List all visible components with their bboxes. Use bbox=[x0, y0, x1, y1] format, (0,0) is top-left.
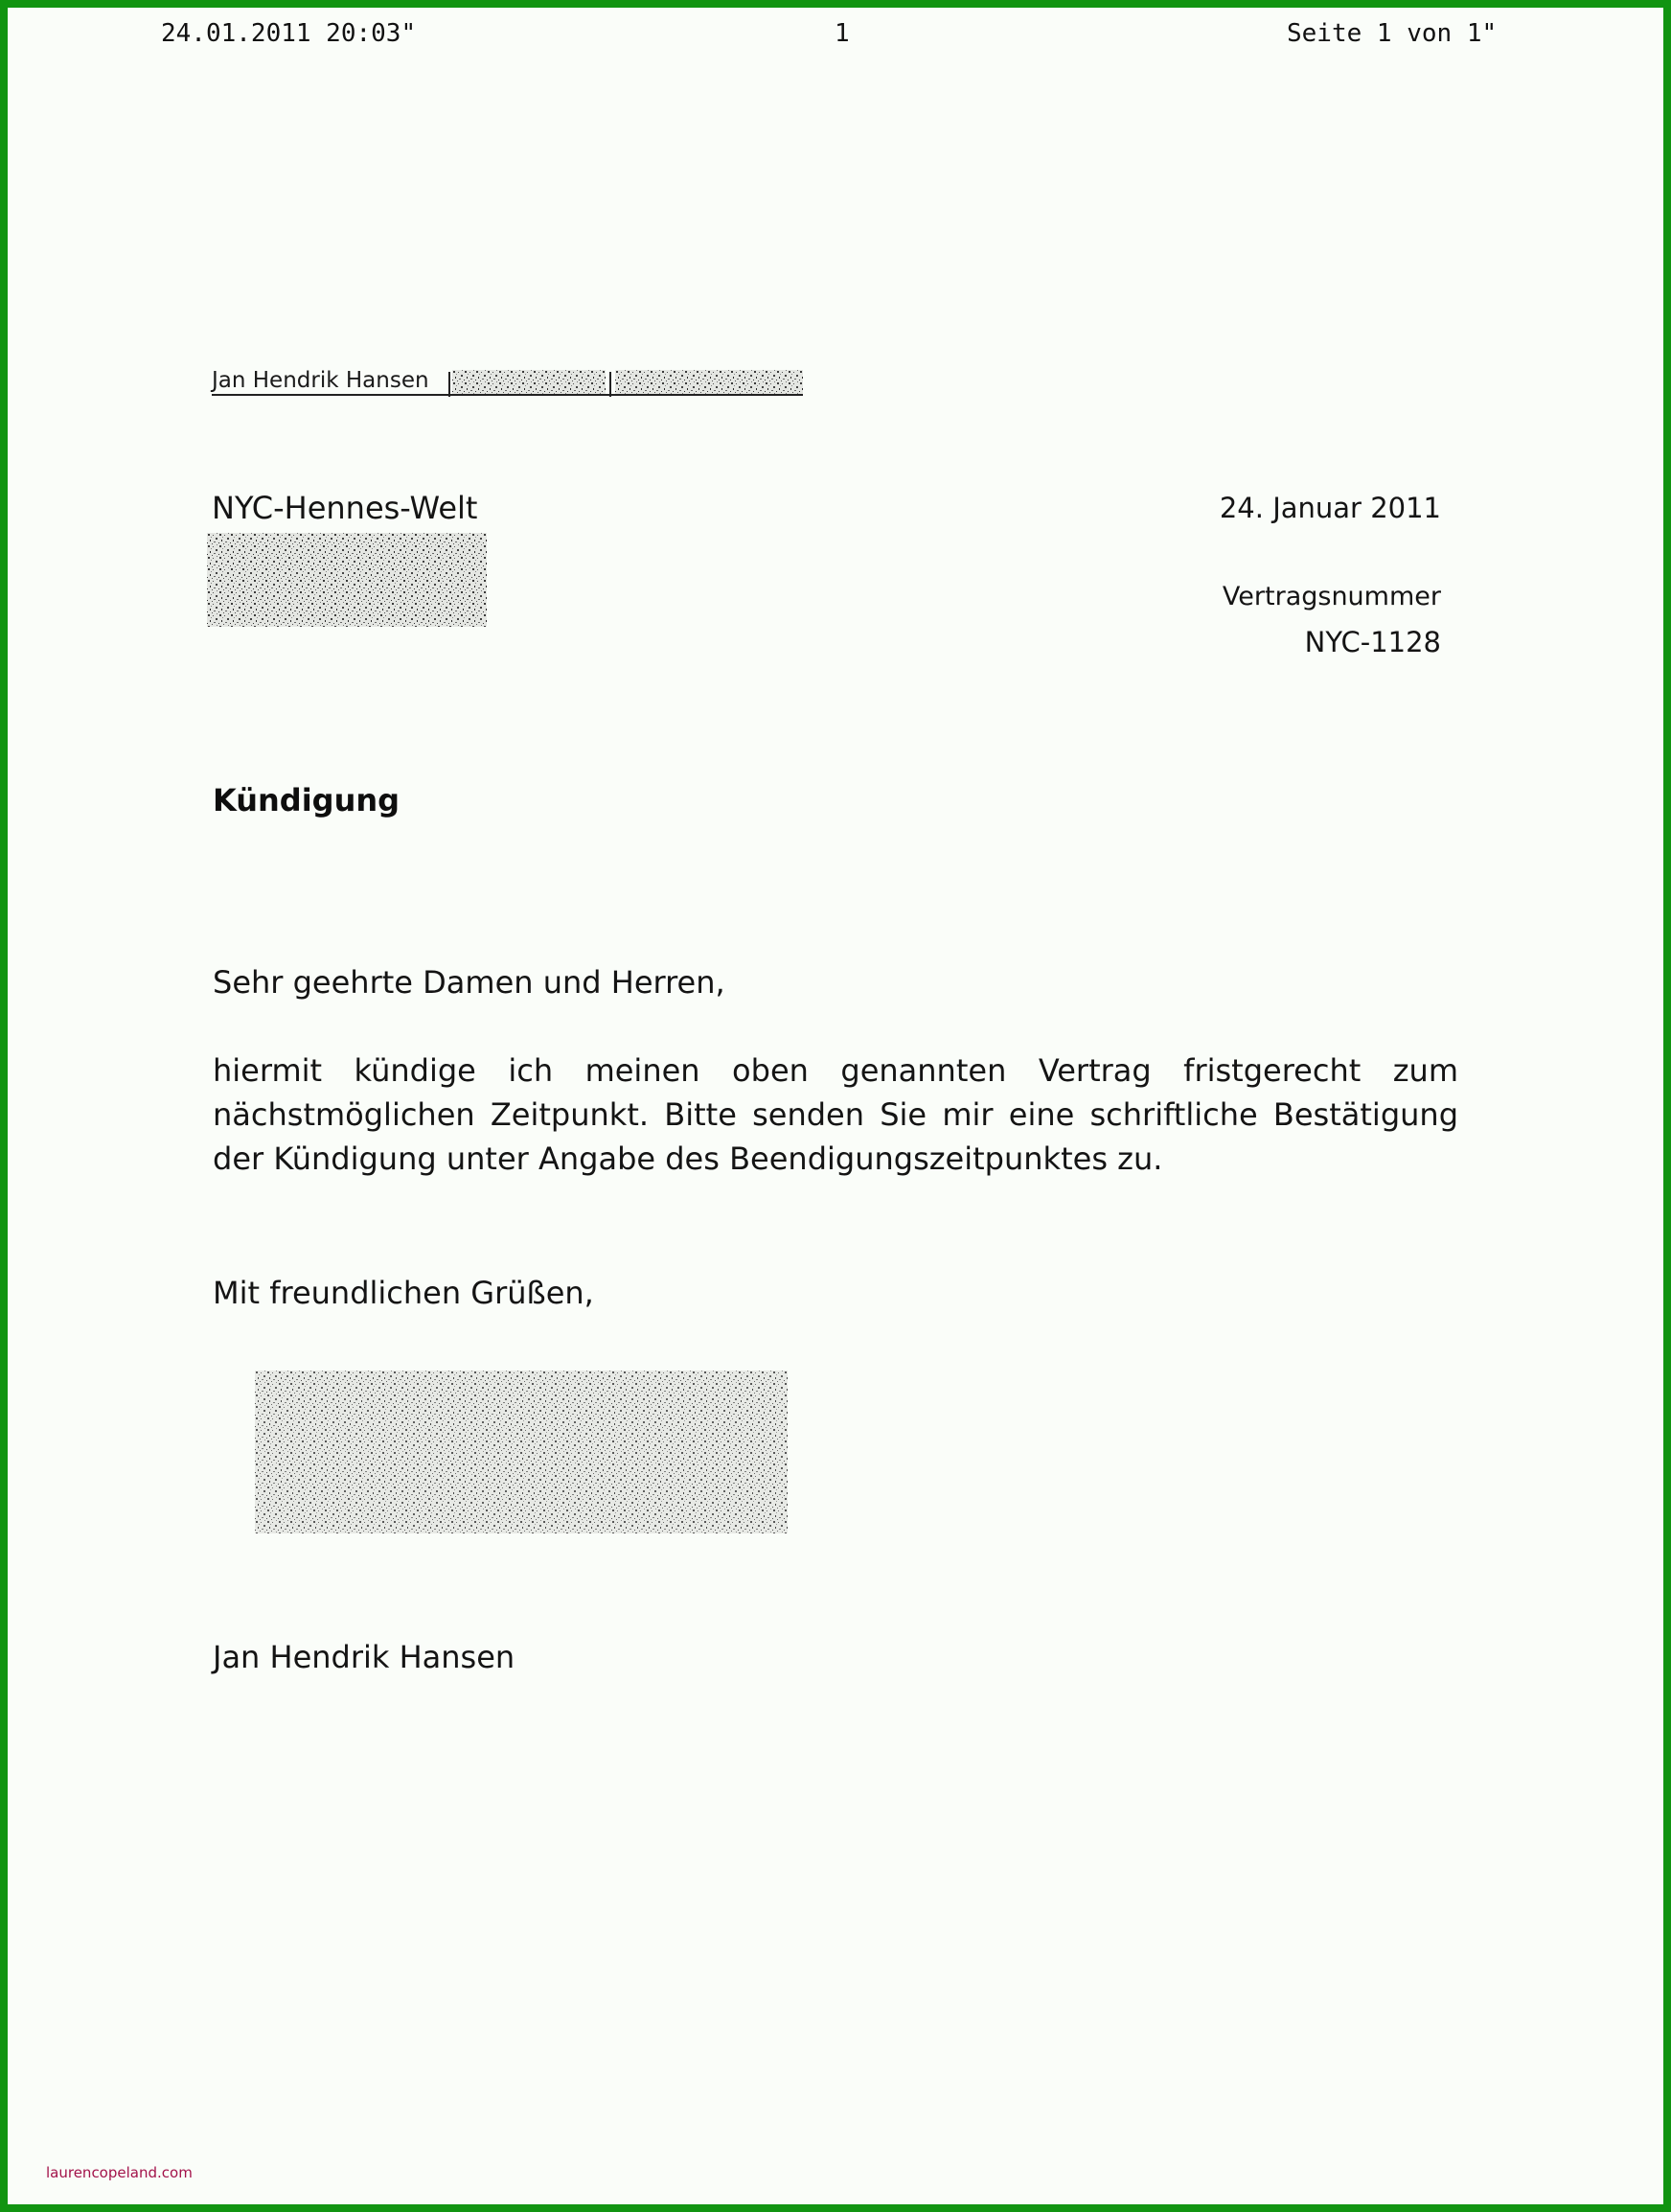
sender-underline bbox=[212, 394, 803, 396]
redacted-recipient-address bbox=[207, 533, 487, 627]
letter-date: 24. Januar 2011 bbox=[1219, 492, 1441, 524]
recipient-name: NYC-Hennes-Welt bbox=[212, 490, 478, 526]
sender-name: Jan Hendrik Hansen bbox=[212, 368, 429, 393]
print-page-of: Seite 1 von 1" bbox=[1287, 19, 1498, 48]
redacted-sender-city bbox=[615, 370, 803, 395]
redacted-signature bbox=[255, 1371, 788, 1533]
contract-number: NYC-1128 bbox=[1304, 626, 1441, 658]
watermark: laurencopeland.com bbox=[46, 2164, 193, 2181]
signature-name: Jan Hendrik Hansen bbox=[213, 1639, 515, 1675]
contract-number-label: Vertragsnummer bbox=[1222, 582, 1441, 611]
print-timestamp: 24.01.2011 20:03" bbox=[161, 19, 417, 48]
redacted-sender-street bbox=[452, 370, 606, 395]
letter-body: hiermit kündige ich meinen oben genannten Vertrag fristgerecht zum nächstmöglichen Zeitpunkt. Bitte senden Sie mir eine schriftliche Bestätigung der Kündigung unter Angabe des Beendigungszeitpunktes zu. bbox=[213, 1052, 1458, 1177]
print-page-number: 1 bbox=[835, 19, 850, 48]
closing-phrase: Mit freundlichen Grüßen, bbox=[213, 1275, 594, 1311]
salutation: Sehr geehrte Damen und Herren, bbox=[213, 964, 725, 1001]
letter-subject: Kündigung bbox=[213, 782, 401, 818]
